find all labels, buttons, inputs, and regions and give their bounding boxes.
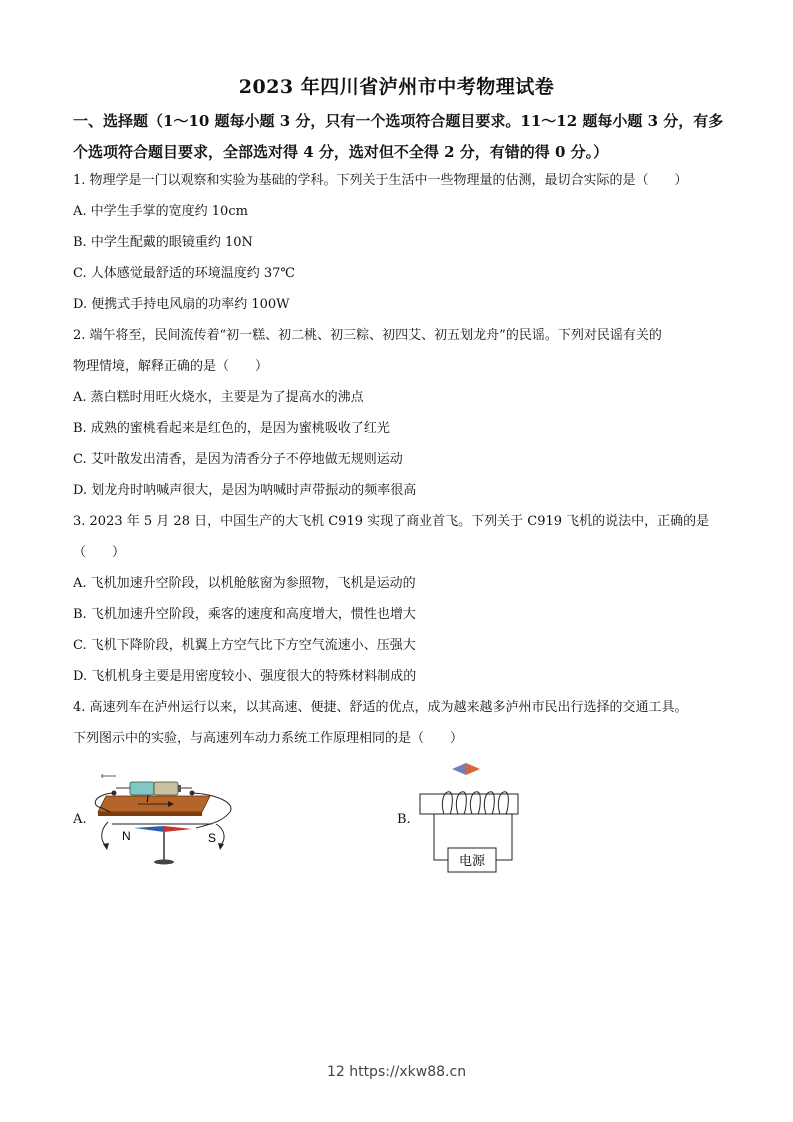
question-1-option-a: A. 中学生手掌的宽度约 10cm <box>73 204 248 219</box>
question-4-stem: 下列图示中的实验，与高速列车动力系统工作原理相同的是（ ） <box>73 731 464 746</box>
battery-cell <box>130 782 154 795</box>
question-3-option-c: C. 飞机下降阶段，机翼上方空气比下方空气流速小、压强大 <box>73 638 416 653</box>
page-footer: 12 https://xkw88.cn <box>326 1064 467 1080</box>
south-pole-label: S <box>208 831 217 845</box>
question-3-stem: 3. 2023 年 5 月 28 日，中国生产的大飞机 C919 实现了商业首飞。下列关于 C919 飞机的说法中，正确的是 <box>73 514 710 529</box>
question-1-stem: 1. 物理学是一门以观察和实验为基础的学科。下列关于生活中一些物理量的估测，最切合实际的是（ ） <box>73 173 688 188</box>
question-1-option-b: B. 中学生配戴的眼镜重约 10N <box>73 235 253 250</box>
question-3-option-a: A. 飞机加速升空阶段，以机舱舷窗为参照物，飞机是运动的 <box>73 576 416 591</box>
question-2-option-d: D. 划龙舟时呐喊声很大，是因为呐喊时声带振动的频率很高 <box>73 483 417 498</box>
question-3-option-d: D. 飞机机身主要是用密度较小、强度很大的特殊材料制成的 <box>73 669 417 684</box>
north-pole-label: N <box>122 829 131 843</box>
needle-south <box>164 826 192 832</box>
power-supply-label: 电源 <box>458 854 486 869</box>
figure-a-oersted-diagram <box>92 768 242 872</box>
compass-needle-blue <box>452 763 466 775</box>
question-4-stem: 4. 高速列车在泸州运行以来，以其高速、便捷、舒适的优点，成为越来越多泸州市民出行选择的交通工具。 <box>73 700 688 715</box>
section-heading: 一、选择题（1～10 题每小题 3 分，只有一个选项符合题目要求。11～12 题每小题 3 分，有多个选项符合题目要求，全部选对得 4 分，选对但不全得 2 分，有错的得 0 分。） <box>73 112 724 161</box>
question-2-stem: 物理情境，解释正确的是（ ） <box>73 359 269 374</box>
question-1-option-c: C. 人体感觉最舒适的环境温度约 37℃ <box>73 266 295 281</box>
figure-a-label: A. <box>73 812 87 827</box>
question-2-option-c: C. 艾叶散发出清香，是因为清香分子不停地做无规则运动 <box>73 452 403 467</box>
needle-north <box>134 826 164 832</box>
question-3-stem: （ ） <box>73 545 126 560</box>
page-title: 2023 年四川省泸州市中考物理试卷 <box>238 76 555 98</box>
question-2-option-a: A. 蒸白糕时用旺火烧水，主要是为了提高水的沸点 <box>73 390 364 405</box>
current-label: I <box>146 794 149 804</box>
question-2-stem: 2. 端午将至，民间流传着“初一糕、初二桃、初三粽、初四艾、初五划龙舟”的民谣。下列对民谣有关的 <box>73 328 662 343</box>
figure-b-label: B. <box>397 812 411 827</box>
question-2-option-b: B. 成熟的蜜桃看起来是红色的，是因为蜜桃吸收了红光 <box>73 421 390 436</box>
figure-b-electromagnet-diagram <box>414 760 526 880</box>
question-1-option-d: D. 便携式手持电风扇的功率约 100W <box>73 297 290 312</box>
battery-cell <box>154 782 178 795</box>
iron-core <box>420 794 518 814</box>
compass-needle-red <box>466 763 480 775</box>
question-3-option-b: B. 飞机加速升空阶段，乘客的速度和高度增大，惯性也增大 <box>73 607 416 622</box>
